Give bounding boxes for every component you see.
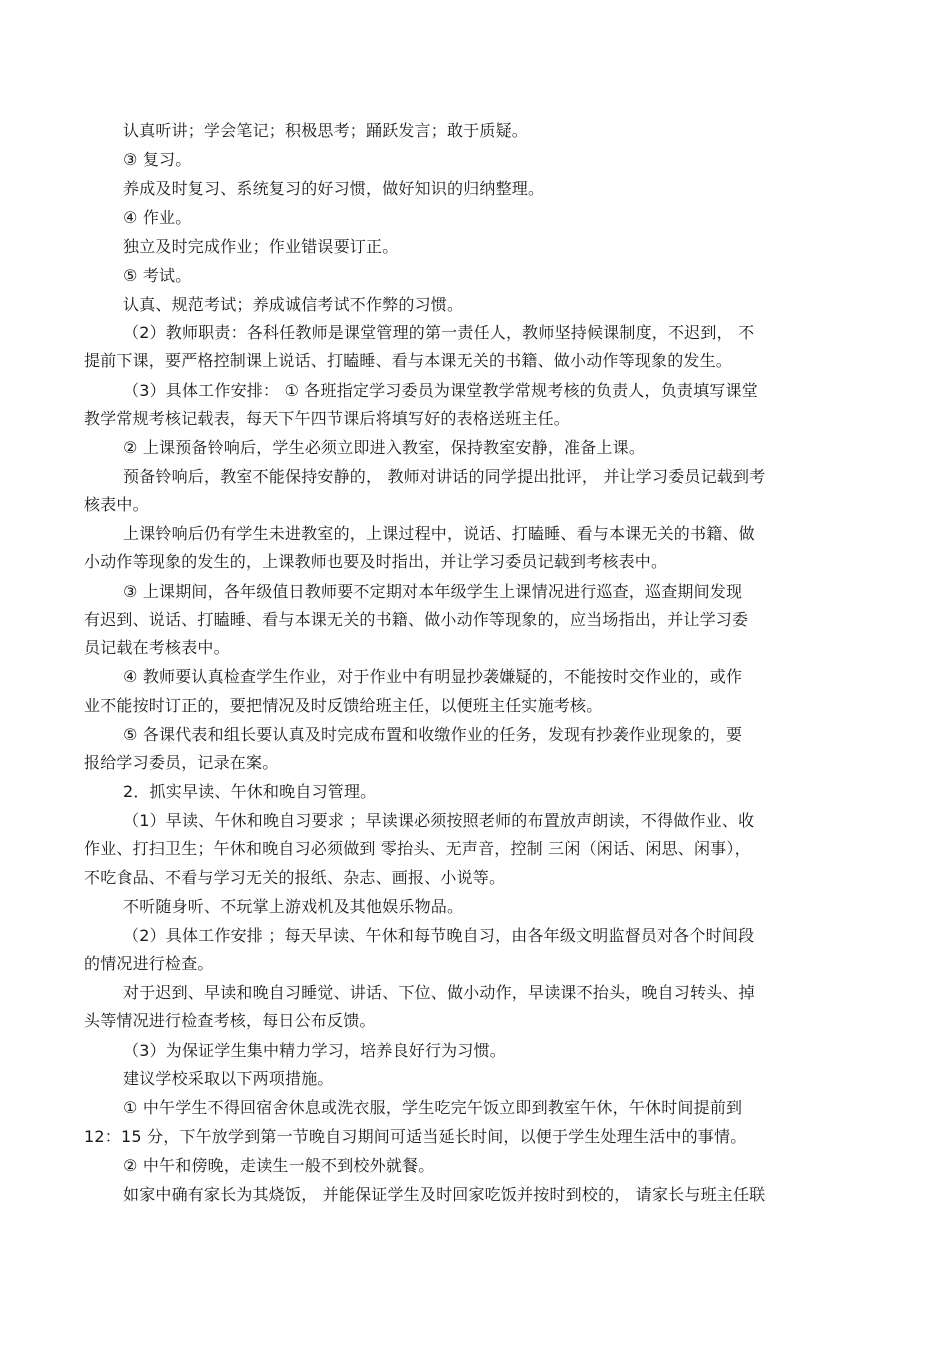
text-line: 提前下课，要严格控制课上说话、打瞌睡、看与本课无关的书籍、做小动作等现象的发生。 [84,351,733,370]
text-line: ⑤ 考试。 [123,266,192,285]
text-line: 不吃食品、不看与学习无关的报纸、杂志、画报、小说等。 [84,868,506,887]
text-line: 2．抓实早读、午休和晚自习管理。 [123,782,377,801]
text-line: 报给学习委员，记录在案。 [84,753,279,772]
text-line: （2）具体工作安排 ；每天早读、午休和每节晚自习，由各年级文明监督员对各个时间段 [123,926,755,945]
text-line: 有迟到、说话、打瞌睡、看与本课无关的书籍、做小动作等现象的，应当场指出，并让学习委 [84,610,749,629]
text-line: ③ 上课期间，各年级值日教师要不定期对本年级学生上课情况进行巡查，巡查期间发现 [123,582,743,601]
text-line: 如家中确有家长为其烧饭， 并能保证学生及时回家吃饭并按时到校的， 请家长与班主任联 [123,1185,766,1204]
text-line: 员记载在考核表中。 [84,638,230,657]
text-line: （3）为保证学生集中精力学习，培养良好行为习惯。 [123,1041,506,1060]
text-line: 认真听讲；学会笔记；积极思考；踊跃发言；敢于质疑。 [123,121,529,140]
text-line: 业不能按时订正的，要把情况及时反馈给班主任，以便班主任实施考核。 [84,696,603,715]
text-line: ④ 作业。 [123,208,192,227]
text-line: 对于迟到、早读和晚自习睡觉、讲话、下位、做小动作，早读课不抬头，晚自习转头、掉 [123,983,755,1002]
text-line: ① 中午学生不得回宿舍休息或洗衣服，学生吃完午饭立即到教室午休，午休时间提前到 [123,1098,743,1117]
text-line: ④ 教师要认真检查学生作业，对于作业中有明显抄袭嫌疑的，不能按时交作业的，或作 [123,667,743,686]
text-line: 小动作等现象的发生的，上课教师也要及时指出，并让学习委员记载到考核表中。 [84,552,668,571]
text-line: 12：15 分，下午放学到第一节晚自习期间可适当延长时间，以便于学生处理生活中的事情。 [84,1127,747,1146]
text-line: ⑤ 各课代表和组长要认真及时完成布置和收缴作业的任务，发现有抄袭作业现象的，要 [123,725,743,744]
text-line: 养成及时复习、系统复习的好习惯，做好知识的归纳整理。 [123,179,545,198]
text-line: 核表中。 [84,495,149,514]
text-line: ② 中午和傍晚，走读生一般不到校外就餐。 [123,1156,435,1175]
text-line: 作业、打扫卫生；午休和晚自习必须做到 零抬头、无声音，控制 三闲（闲话、闲思、闲事）， [84,839,751,858]
text-line: ③ 复习。 [123,150,192,169]
text-line: （3）具体工作安排： ① 各班指定学习委员为课堂教学常规考核的负责人，负责填写课堂 [123,381,758,400]
text-line: 的情况进行检查。 [84,954,214,973]
text-line: 教学常规考核记载表，每天下午四节课后将填写好的表格送班主任。 [84,409,571,428]
text-line: 建议学校采取以下两项措施。 [123,1069,334,1088]
text-line: 上课铃响后仍有学生未进教室的，上课过程中，说话、打瞌睡、看与本课无关的书籍、做 [123,524,755,543]
text-line: 独立及时完成作业；作业错误要订正。 [123,237,399,256]
text-line: 头等情况进行检查考核，每日公布反馈。 [84,1011,376,1030]
text-line: （2）教师职责：各科任教师是课堂管理的第一责任人，教师坚持候课制度，不迟到， 不 [123,323,755,342]
text-line: 预备铃响后，教室不能保持安静的， 教师对讲话的同学提出批评， 并让学习委员记载到考 [123,467,766,486]
text-line: 不听随身听、不玩掌上游戏机及其他娱乐物品。 [123,897,464,916]
text-line: （1）早读、午休和晚自习要求 ；早读课必须按照老师的布置放声朗读，不得做作业、收 [123,811,755,830]
text-line: ② 上课预备铃响后，学生必须立即进入教室，保持教室安静，准备上课。 [123,438,646,457]
text-line: 认真、规范考试；养成诚信考试不作弊的习惯。 [123,295,464,314]
